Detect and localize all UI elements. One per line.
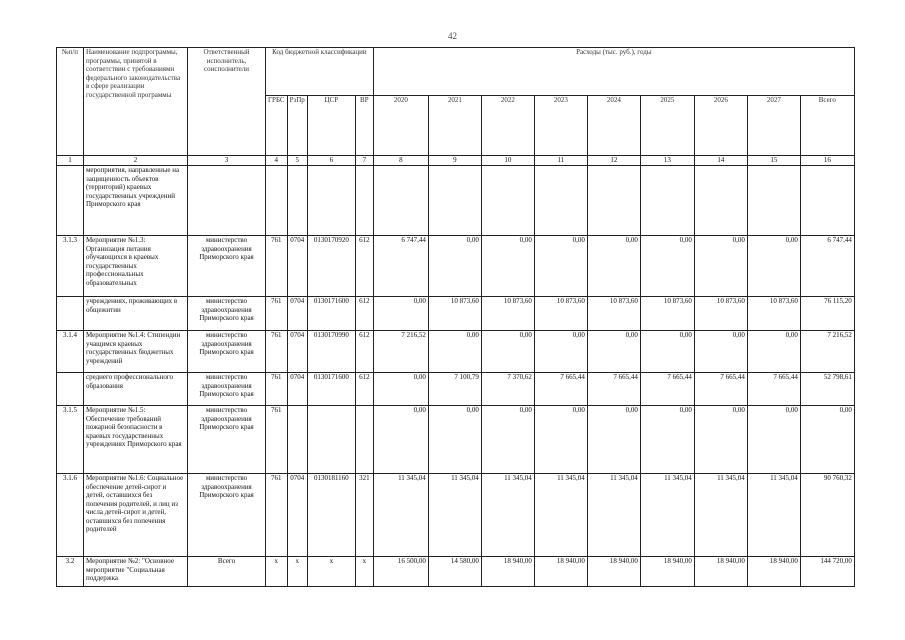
row-responsible: министерство здравоохранения Приморского края xyxy=(188,331,266,373)
row-name: Мероприятие №1.3: Организация питания обучающихся в краевых государственных профессиональных образовательных xyxy=(84,236,188,297)
row-name: Мероприятие №2: "Основное мероприятие "Социальная поддержка xyxy=(84,557,188,587)
row-year-value: 7 665,44 xyxy=(747,373,800,406)
row-year-value: 11 345,04 xyxy=(640,474,694,557)
row-grbs: 761 xyxy=(266,474,288,557)
row-total: 90 760,32 xyxy=(800,474,854,557)
row-total: 144 720,00 xyxy=(800,557,854,587)
row-year-value: 7 665,44 xyxy=(587,373,640,406)
row-number: 3.2 xyxy=(57,557,84,587)
row-responsible xyxy=(188,166,266,236)
row-year-value: 18 940,00 xyxy=(587,557,640,587)
header-name: Наименование подпрограммы, программы, принятой в соответствии с требованиями федерального законодательства в сфере реализации государственной программы xyxy=(84,48,188,156)
row-total: 6 747,44 xyxy=(800,236,854,297)
row-grbs: х xyxy=(266,557,288,587)
row-year-value: 10 873,60 xyxy=(428,297,481,331)
row-year-value: 7 216,52 xyxy=(373,331,428,373)
column-number: 7 xyxy=(355,156,373,166)
row-year-value: 0,00 xyxy=(587,406,640,474)
header-year: 2022 xyxy=(481,96,534,156)
table-row xyxy=(57,166,855,236)
row-year-value: 0,00 xyxy=(587,236,640,297)
column-number: 9 xyxy=(428,156,481,166)
row-year-value: 0,00 xyxy=(747,406,800,474)
row-year-value: 10 873,60 xyxy=(640,297,694,331)
row-grbs: 761 xyxy=(266,373,288,406)
row-year-value: 7 665,44 xyxy=(694,373,747,406)
table-row xyxy=(57,474,855,557)
column-number: 8 xyxy=(373,156,428,166)
page-number: 42 xyxy=(448,31,457,41)
row-year-value: 10 873,60 xyxy=(534,297,587,331)
row-number xyxy=(57,373,84,406)
row-rzpr xyxy=(287,406,307,474)
row-grbs: 761 xyxy=(266,297,288,331)
row-grbs: 761 xyxy=(266,331,288,373)
row-year-value: 7 665,44 xyxy=(640,373,694,406)
row-rzpr: 0704 xyxy=(287,474,307,557)
row-responsible: министерство здравоохранения Приморского края xyxy=(188,297,266,331)
row-rzpr xyxy=(287,166,307,236)
row-year-value xyxy=(694,166,747,236)
column-number: 6 xyxy=(307,156,355,166)
row-csr: 0130171600 xyxy=(307,373,355,406)
column-number: 5 xyxy=(287,156,307,166)
row-vr: 612 xyxy=(355,373,373,406)
budget-table xyxy=(56,47,855,587)
row-vr: 612 xyxy=(355,331,373,373)
row-year-value: 0,00 xyxy=(694,331,747,373)
row-year-value: 0,00 xyxy=(481,406,534,474)
row-year-value: 11 345,04 xyxy=(694,474,747,557)
row-grbs: 761 xyxy=(266,406,288,474)
header-vr: ВР xyxy=(355,96,373,156)
row-year-value: 10 873,60 xyxy=(481,297,534,331)
row-year-value: 0,00 xyxy=(428,236,481,297)
row-name: Мероприятие №1.4: Стипендии учащимся краевых государственных бюджетных учреждений xyxy=(84,331,188,373)
row-year-value: 7 370,62 xyxy=(481,373,534,406)
row-year-value xyxy=(534,166,587,236)
row-name: мероприятия, направленные на защищенность объектов (территорий) краевых государственных учреждений Приморского края xyxy=(84,166,188,236)
row-grbs xyxy=(266,166,288,236)
row-year-value: 10 873,60 xyxy=(587,297,640,331)
row-year-value xyxy=(640,166,694,236)
table-row xyxy=(57,373,855,406)
row-year-value: 0,00 xyxy=(534,236,587,297)
row-year-value xyxy=(747,166,800,236)
row-year-value: 7 100,79 xyxy=(428,373,481,406)
row-year-value: 0,00 xyxy=(694,406,747,474)
row-rzpr: 0704 xyxy=(287,331,307,373)
column-number: 11 xyxy=(534,156,587,166)
row-year-value: 14 580,00 xyxy=(428,557,481,587)
row-rzpr: 0704 xyxy=(287,297,307,331)
row-year-value: 0,00 xyxy=(428,331,481,373)
row-year-value: 0,00 xyxy=(747,236,800,297)
row-vr xyxy=(355,166,373,236)
column-number: 2 xyxy=(84,156,188,166)
header-year: 2025 xyxy=(640,96,694,156)
row-number: 3.1.3 xyxy=(57,236,84,297)
row-year-value: 11 345,04 xyxy=(373,474,428,557)
row-year-value xyxy=(428,166,481,236)
row-year-value: 0,00 xyxy=(694,236,747,297)
row-number xyxy=(57,297,84,331)
table-row xyxy=(57,557,855,587)
row-year-value: 0,00 xyxy=(640,236,694,297)
row-csr: 0130170990 xyxy=(307,331,355,373)
row-total xyxy=(800,166,854,236)
row-responsible: министерство здравоохранения Приморского края xyxy=(188,406,266,474)
row-year-value: 11 345,04 xyxy=(534,474,587,557)
row-year-value: 18 940,00 xyxy=(640,557,694,587)
row-year-value: 7 665,44 xyxy=(534,373,587,406)
header-csr: ЦСР xyxy=(307,96,355,156)
row-year-value xyxy=(373,166,428,236)
column-number: 1 xyxy=(57,156,84,166)
row-name: Мероприятие №1.5: Обеспечение требований пожарной безопасности в краевых государственных учреждениях Приморского края xyxy=(84,406,188,474)
row-csr xyxy=(307,406,355,474)
header-year: 2026 xyxy=(694,96,747,156)
column-number: 4 xyxy=(266,156,288,166)
row-year-value: 18 940,00 xyxy=(481,557,534,587)
table-row xyxy=(57,331,855,373)
row-number xyxy=(57,166,84,236)
row-responsible: министерство здравоохранения Приморского края xyxy=(188,373,266,406)
row-vr: 612 xyxy=(355,297,373,331)
row-year-value: 0,00 xyxy=(373,406,428,474)
column-number: 15 xyxy=(747,156,800,166)
row-year-value: 10 873,60 xyxy=(694,297,747,331)
row-responsible: министерство здравоохранения Приморского края xyxy=(188,474,266,557)
header-year: 2027 xyxy=(747,96,800,156)
header-total: Всего xyxy=(800,96,854,156)
row-year-value: 6 747,44 xyxy=(373,236,428,297)
row-vr: х xyxy=(355,557,373,587)
row-year-value: 16 500,00 xyxy=(373,557,428,587)
row-name: учреждениях, проживающих в общежитии xyxy=(84,297,188,331)
table-row xyxy=(57,406,855,474)
header-expenses-group: Расходы (тыс. руб.), годы xyxy=(373,48,854,96)
row-year-value: 11 345,04 xyxy=(481,474,534,557)
column-number: 3 xyxy=(188,156,266,166)
row-year-value: 18 940,00 xyxy=(534,557,587,587)
row-total: 0,00 xyxy=(800,406,854,474)
row-year-value: 0,00 xyxy=(481,331,534,373)
row-rzpr: 0704 xyxy=(287,236,307,297)
row-year-value: 0,00 xyxy=(747,331,800,373)
row-year-value xyxy=(587,166,640,236)
row-year-value: 0,00 xyxy=(587,331,640,373)
row-year-value: 11 345,04 xyxy=(587,474,640,557)
row-year-value: 18 940,00 xyxy=(694,557,747,587)
row-year-value: 0,00 xyxy=(428,406,481,474)
table-row xyxy=(57,297,855,331)
row-vr: 321 xyxy=(355,474,373,557)
row-year-value: 0,00 xyxy=(640,331,694,373)
header-responsible: Ответственный исполнитель, соисполнители xyxy=(188,48,266,156)
header-year: 2020 xyxy=(373,96,428,156)
row-rzpr: х xyxy=(287,557,307,587)
row-total: 52 798,61 xyxy=(800,373,854,406)
row-csr: 0130181160 xyxy=(307,474,355,557)
header-year: 2024 xyxy=(587,96,640,156)
row-responsible: министерство здравоохранения Приморского края xyxy=(188,236,266,297)
header-code-group: Код бюджетной классификации xyxy=(266,48,374,96)
column-number: 12 xyxy=(587,156,640,166)
row-grbs: 761 xyxy=(266,236,288,297)
row-year-value: 11 345,04 xyxy=(428,474,481,557)
row-rzpr: 0704 xyxy=(287,373,307,406)
row-total: 76 115,20 xyxy=(800,297,854,331)
row-vr: 612 xyxy=(355,236,373,297)
row-year-value: 0,00 xyxy=(640,406,694,474)
row-year-value xyxy=(481,166,534,236)
row-vr xyxy=(355,406,373,474)
row-responsible: Всего xyxy=(188,557,266,587)
row-name: среднего профессионального образования xyxy=(84,373,188,406)
row-year-value: 0,00 xyxy=(481,236,534,297)
header-rzpr: РзПр xyxy=(287,96,307,156)
header-year: 2023 xyxy=(534,96,587,156)
row-year-value: 0,00 xyxy=(373,297,428,331)
row-csr xyxy=(307,166,355,236)
column-number: 13 xyxy=(640,156,694,166)
table-row xyxy=(57,236,855,297)
row-year-value: 0,00 xyxy=(534,406,587,474)
row-year-value: 11 345,04 xyxy=(747,474,800,557)
row-name: Мероприятие №1.6: Социальное обеспечение детей-сирот и детей, оставшихся без попечения родителей, и лиц из числа детей-сирот и детей, оставшихся без попечения родителей xyxy=(84,474,188,557)
row-number: 3.1.5 xyxy=(57,406,84,474)
row-year-value: 0,00 xyxy=(373,373,428,406)
header-grbs: ГРБС xyxy=(266,96,288,156)
row-total: 7 216,52 xyxy=(800,331,854,373)
row-year-value: 18 940,00 xyxy=(747,557,800,587)
row-csr: 0130171600 xyxy=(307,297,355,331)
row-number: 3.1.4 xyxy=(57,331,84,373)
column-number: 10 xyxy=(481,156,534,166)
column-number: 16 xyxy=(800,156,854,166)
header-num: №п/п xyxy=(57,48,84,156)
header-year: 2021 xyxy=(428,96,481,156)
row-csr: х xyxy=(307,557,355,587)
row-csr: 0130170920 xyxy=(307,236,355,297)
column-number: 14 xyxy=(694,156,747,166)
row-year-value: 0,00 xyxy=(534,331,587,373)
row-year-value: 10 873,60 xyxy=(747,297,800,331)
row-number: 3.1.6 xyxy=(57,474,84,557)
